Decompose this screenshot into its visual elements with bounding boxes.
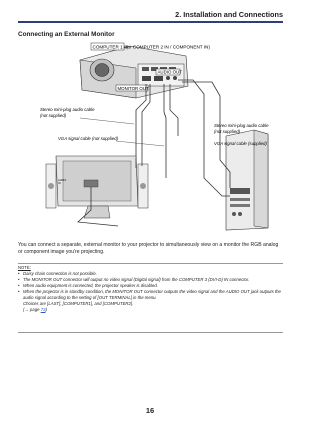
notes-page-ref — [18, 307, 282, 313]
cable-vga-left-label: VGA signal cable (not supplied) — [58, 136, 119, 141]
computer-in-label: COMPUTER 1 IN — [92, 44, 129, 50]
notes-box — [18, 265, 282, 313]
callout-line — [80, 118, 134, 124]
page-number: 16 — [145, 406, 155, 415]
page-ref-link[interactable]: 73 — [40, 307, 46, 312]
header-rule — [18, 21, 283, 23]
note-item: • When audio equipment is connected, the projector speaker is disabled. — [18, 283, 282, 289]
note-rule-bottom — [18, 332, 283, 333]
connection-diagram — [18, 38, 283, 233]
computer-in-alt-label: (or COMPUTER 2 IN / COMPONENT IN) — [126, 44, 210, 50]
note-item: • Daisy chain connection is not possible. — [18, 271, 282, 277]
note-rule-top — [18, 263, 283, 264]
cable-audio-left-label-line1: Stereo mini-plug audio cable — [40, 107, 95, 112]
monitor-out-label: MONITOR OUT — [117, 85, 149, 91]
note-item: • The MONITOR OUT connector will output no video signal (Digital signal) from the COMPUTER 3 (DVI-D) IN connector. — [18, 277, 282, 283]
cable-vga-right-label: VGA signal cable (supplied) — [214, 141, 267, 146]
note-item: • When the projector is in standby condition, the MONITOR OUT connector outputs the video signal and the AUDIO OUT jack outputs the audio signal according to the setting of [OUT TERMINAL] in the menu. — [18, 289, 282, 301]
page-header-title: 2. Installation and Connections — [175, 10, 283, 19]
audio-out-label: AUDIO OUT — [157, 69, 182, 75]
body-paragraph: You can connect a separate, external monitor to your projector to simultaneously view on a monitor the RGB analog or component image you're projecting. — [18, 242, 279, 256]
section-title: Connecting an External Monitor — [18, 31, 115, 38]
page-ref-prefix: (→ page — [23, 307, 41, 312]
cable-audio-right-label-line1: Stereo mini-plug audio cable — [214, 123, 269, 128]
page-ref-suffix: ) — [45, 307, 47, 312]
notes-list — [18, 271, 282, 301]
monitor-illustration — [46, 156, 148, 218]
monitor-audio-in-label: AUDIO IN — [58, 179, 67, 185]
cable-audio-right-label-line2: (not supplied) — [214, 129, 241, 134]
cable-audio-left-label-line2: (not supplied) — [40, 113, 67, 118]
notes-heading: NOTE: — [18, 265, 31, 270]
callout-line — [116, 141, 164, 146]
notes-choices: Choices are [LAST], [COMPUTER1], and [COMPUTER2]. — [23, 301, 134, 306]
